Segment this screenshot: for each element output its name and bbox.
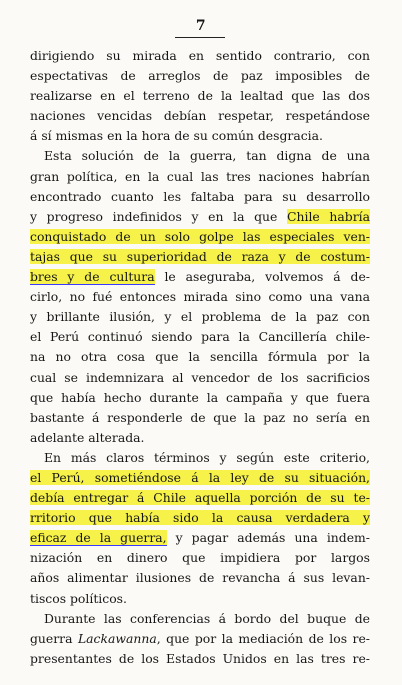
- page-number: 7: [195, 18, 207, 34]
- text-line: [30, 86, 370, 106]
- text-line: [30, 368, 370, 388]
- text-segment: encontrado cuanto les faltaba para su desarrollo: [30, 188, 370, 204]
- italic-text: Lackawanna: [77, 630, 157, 646]
- highlighted-text: rritorio que había sido la causa verdadera y: [30, 510, 370, 526]
- text-line: [30, 609, 370, 629]
- text-segment: , que por la mediación de los re-: [156, 630, 370, 646]
- text-line: [30, 649, 370, 669]
- text-segment: cirlo, no fué entonces mirada sino como una vana: [30, 289, 370, 305]
- text-line: [30, 327, 370, 347]
- highlighted-text: el Perú, sometiéndose á la ley de su situación,: [30, 469, 370, 485]
- text-line: [30, 247, 370, 267]
- text-segment: nización en dinero que impidiera por largos: [30, 550, 370, 566]
- text-segment: En más claros términos y según este criterio,: [44, 449, 370, 465]
- text-line: [30, 408, 370, 428]
- highlighted-text: eficaz de la guerra,: [30, 530, 167, 546]
- text-line: [30, 187, 370, 207]
- text-segment: realizarse en el terreno de la lealtad que las dos: [30, 88, 370, 104]
- text-line: [30, 508, 370, 528]
- text-segment: Esta solución de la guerra, tan digna de una: [44, 148, 370, 164]
- text-line: [30, 66, 370, 86]
- text-segment: bastante á responderle de que la paz no sería en: [30, 409, 370, 425]
- text-segment: espectativas de arreglos de paz imposibles de: [30, 68, 370, 84]
- text-line: [30, 448, 370, 468]
- highlighted-text: Chile habría: [287, 208, 370, 224]
- text-line: [30, 227, 370, 247]
- text-segment: á sí mismas en la hora de su común desgracia.: [30, 128, 323, 144]
- text-line: [30, 167, 370, 187]
- text-line: [30, 307, 370, 327]
- text-segment: el Perú continuó siendo para la Cancillería chile-: [30, 329, 370, 345]
- text-segment: tiscos políticos.: [30, 590, 127, 606]
- text-line: [30, 589, 370, 609]
- text-line: [30, 629, 370, 649]
- text-line: [30, 568, 370, 588]
- text-segment: y brillante ilusión, y el problema de la paz con: [30, 309, 370, 325]
- text-line: [30, 528, 370, 548]
- text-line: [30, 388, 370, 408]
- text-segment: adelante alterada.: [30, 429, 145, 445]
- text-segment: naciones vencidas debían respetar, respetándose: [30, 108, 370, 124]
- text-line: [30, 126, 370, 146]
- text-segment: dirigiendo su mirada en sentido contrario, con: [30, 48, 370, 63]
- text-line: [30, 287, 370, 307]
- text-segment: na no otra cosa que la sencilla fórmula por la: [30, 349, 370, 365]
- text-line: [30, 267, 370, 287]
- text-segment: que había hecho durante la campaña y que fuera: [30, 389, 370, 405]
- text-line: [30, 468, 370, 488]
- text-segment: le aseguraba, volvemos á de-: [154, 269, 370, 285]
- header-rule: [175, 37, 225, 38]
- text-segment: guerra: [30, 630, 78, 646]
- text-segment: cual se indemnizara al vencedor de los sacrificios: [30, 369, 370, 385]
- text-line: [30, 548, 370, 568]
- text-line: [30, 146, 370, 166]
- text-line: [30, 106, 370, 126]
- text-segment: gran política, en la cual las tres naciones habrían: [30, 168, 370, 184]
- text-segment: Durante las conferencias á bordo del buque de: [44, 610, 370, 626]
- text-line: [30, 488, 370, 508]
- text-line: [30, 207, 370, 227]
- text-segment: y progreso indefinidos y en la que: [30, 208, 288, 224]
- highlighted-text: tajas que su superioridad de raza y de costum-: [30, 248, 370, 264]
- text-segment: presentantes de los Estados Unidos en las tres re-: [30, 650, 370, 666]
- text-segment: años alimentar ilusiones de revancha á sus levan-: [30, 570, 370, 586]
- highlighted-text: debía entregar á Chile aquella porción de su te-: [30, 490, 370, 506]
- text-line: [30, 46, 370, 66]
- body-text: [30, 46, 370, 669]
- highlighted-text: bres y de cultura: [30, 269, 155, 285]
- text-line: [30, 428, 370, 448]
- text-segment: y pagar además una indem-: [166, 530, 370, 546]
- highlighted-text: conquistado de un solo golpe las especiales ven-: [30, 228, 370, 244]
- text-line: [30, 347, 370, 367]
